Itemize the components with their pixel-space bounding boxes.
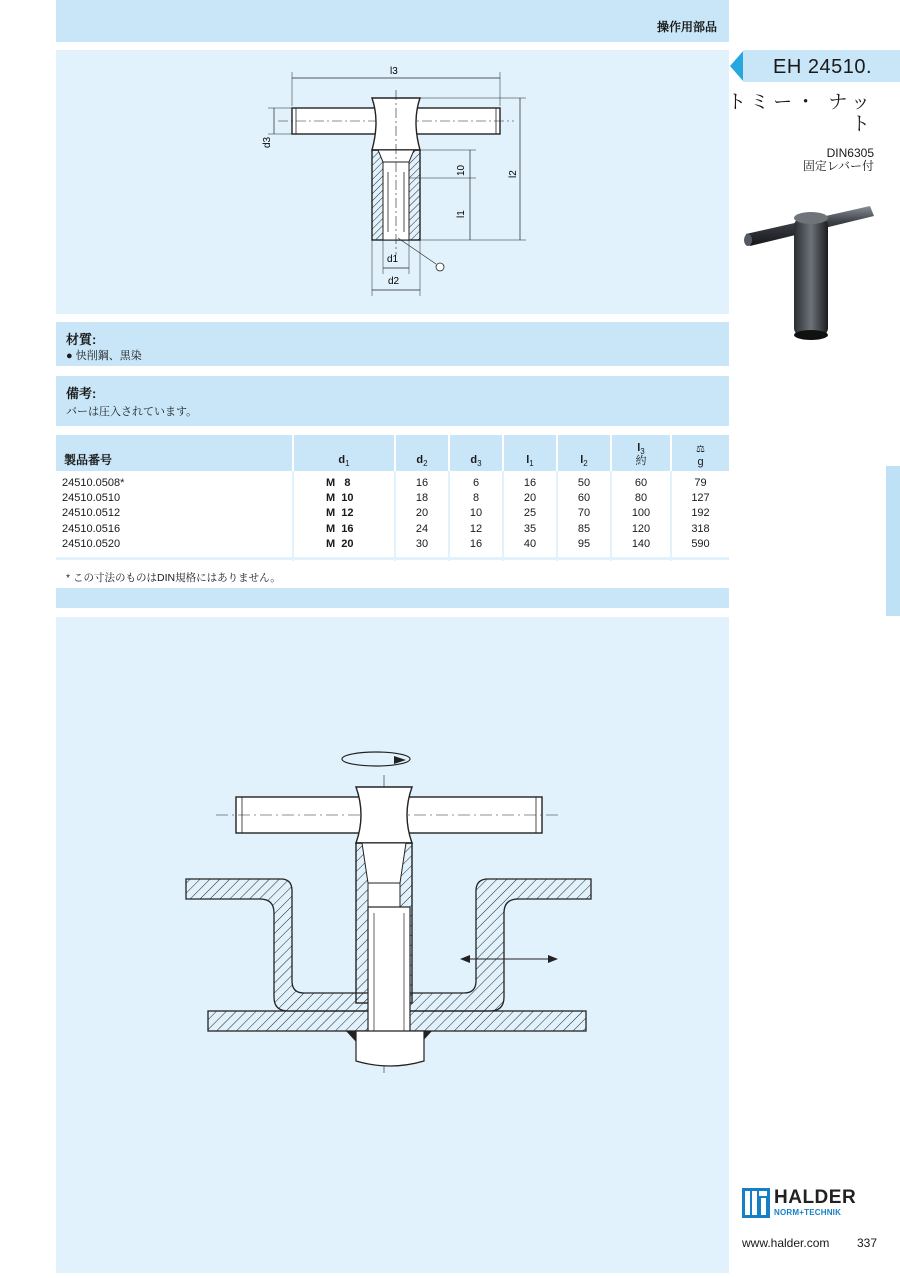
tab-arrow-icon bbox=[730, 50, 744, 82]
dim-label-d2: d2 bbox=[388, 276, 400, 287]
header-part-number: 製品番号 bbox=[56, 435, 292, 471]
cell-l1: 16 bbox=[523, 477, 537, 489]
double-arrow-left-icon bbox=[460, 955, 470, 963]
table-footnote: * この寸法のものはDIN規格にはありません。 bbox=[66, 572, 281, 584]
dim-label-d1: d1 bbox=[387, 254, 399, 265]
dim-label-l2: l2 bbox=[508, 170, 519, 178]
cell-l2: 60 bbox=[577, 492, 591, 505]
cell-d3: 8 bbox=[472, 492, 480, 505]
material-text: ● 快削鋼、黒染 bbox=[66, 350, 142, 362]
cell-d2: 20 bbox=[415, 507, 429, 520]
standard-description: 固定レバー付 bbox=[802, 159, 874, 173]
product-photo bbox=[738, 196, 878, 344]
dim-label-d3: d3 bbox=[262, 136, 273, 148]
cell-l3: 120 bbox=[631, 522, 651, 535]
cell-l3: 80 bbox=[634, 492, 648, 505]
dim-label-l3: l3 bbox=[390, 66, 398, 77]
cell-thread-d1: M 12 bbox=[326, 507, 354, 520]
cell-l1: 25 bbox=[523, 507, 537, 520]
table-row bbox=[56, 476, 729, 491]
product-code-tab bbox=[730, 50, 900, 82]
logo-subtitle: NORM+TECHNIK bbox=[774, 1208, 842, 1217]
cell-weight: 79 bbox=[694, 477, 707, 489]
cell-part-number: 24510.0510 bbox=[62, 492, 121, 505]
table-bottom-rule bbox=[56, 557, 729, 560]
side-index-strip bbox=[886, 466, 900, 616]
cell-part-number: 24510.0512 bbox=[62, 507, 121, 520]
application-drawing-panel bbox=[56, 617, 729, 1273]
cell-part-number: 24510.0508* bbox=[62, 477, 125, 489]
application-drawing bbox=[56, 617, 729, 1273]
cell-weight: 127 bbox=[691, 492, 710, 505]
header-l1: $l_1$ bbox=[504, 435, 556, 471]
table-row bbox=[56, 506, 729, 521]
cell-l3: 60 bbox=[634, 477, 648, 489]
double-arrow-right-icon bbox=[548, 955, 558, 963]
table-row bbox=[56, 537, 729, 552]
section-title: 操作用部品 bbox=[656, 20, 717, 34]
notes-text: バーは圧入されています。 bbox=[66, 406, 198, 418]
cell-l3: 100 bbox=[631, 507, 651, 520]
halder-logo bbox=[742, 1186, 876, 1220]
column-divider bbox=[610, 471, 612, 561]
page-number: 337 bbox=[857, 1236, 878, 1250]
column-divider bbox=[670, 471, 672, 561]
cell-thread-d1: M 10 bbox=[326, 492, 354, 505]
dim-label-l1: l1 bbox=[456, 210, 467, 218]
dimension-drawing-panel bbox=[56, 50, 729, 314]
separator-bar bbox=[56, 588, 729, 608]
header-bar bbox=[56, 0, 729, 42]
product-name: トミー・ ナット bbox=[727, 92, 874, 135]
column-divider bbox=[556, 471, 558, 561]
cell-l2: 70 bbox=[577, 507, 591, 520]
table-header bbox=[56, 435, 729, 471]
weight-icon: ⚖ bbox=[696, 444, 705, 455]
logo-name: HALDER bbox=[774, 1187, 857, 1208]
notes-heading: 備考: bbox=[66, 386, 97, 401]
table-row bbox=[56, 491, 729, 506]
cell-d2: 30 bbox=[415, 537, 429, 550]
cell-d2: 18 bbox=[415, 492, 429, 505]
cell-weight: 192 bbox=[691, 507, 710, 520]
cell-d2: 16 bbox=[415, 477, 429, 489]
cell-thread-d1: M 16 bbox=[326, 522, 354, 535]
chamfer-symbol-icon bbox=[436, 263, 444, 271]
material-section bbox=[56, 322, 729, 366]
header-l2: $l_2$ bbox=[558, 435, 610, 471]
product-code: EH 24510. bbox=[773, 56, 873, 78]
cell-weight: 590 bbox=[691, 537, 710, 550]
cell-l1: 40 bbox=[523, 537, 537, 550]
column-divider bbox=[502, 471, 504, 561]
cell-d3: 10 bbox=[469, 507, 483, 520]
cell-l1: 20 bbox=[523, 492, 537, 505]
cell-l3: 140 bbox=[631, 537, 651, 550]
cell-thread-d1: M 8 bbox=[326, 477, 351, 489]
material-heading: 材質: bbox=[66, 332, 97, 347]
cell-part-number: 24510.0520 bbox=[62, 537, 121, 550]
table-row bbox=[56, 522, 729, 537]
header-d2: $d_2$ bbox=[396, 435, 448, 471]
website-link[interactable]: www.halder.com bbox=[742, 1236, 830, 1250]
cell-weight: 318 bbox=[691, 522, 710, 535]
notes-section bbox=[56, 376, 729, 426]
product-standard bbox=[803, 147, 874, 173]
dim-label-10: 10 bbox=[456, 164, 467, 176]
dimension-drawing bbox=[56, 50, 729, 314]
header-weight: ⚖ g bbox=[672, 435, 729, 471]
cell-part-number: 24510.0516 bbox=[62, 522, 121, 535]
cell-l1: 35 bbox=[523, 522, 537, 535]
column-divider bbox=[292, 471, 294, 561]
header-d3: $d_3$ bbox=[450, 435, 502, 471]
header-d1: $d_1$ bbox=[294, 435, 394, 471]
cell-d3: 6 bbox=[472, 477, 480, 489]
cell-l2: 50 bbox=[577, 477, 591, 489]
cell-l2: 85 bbox=[577, 522, 591, 535]
column-divider bbox=[448, 471, 450, 561]
column-divider bbox=[394, 471, 396, 561]
cell-d2: 24 bbox=[415, 522, 429, 535]
cell-l2: 95 bbox=[577, 537, 591, 550]
cell-d3: 16 bbox=[469, 537, 483, 550]
header-l3: $l_3$ 約 bbox=[612, 435, 670, 471]
halder-logo-mark-icon bbox=[742, 1188, 770, 1218]
cell-d3: 12 bbox=[469, 522, 483, 535]
cell-thread-d1: M 20 bbox=[326, 537, 354, 550]
standard-din: DIN6305 bbox=[826, 146, 874, 160]
